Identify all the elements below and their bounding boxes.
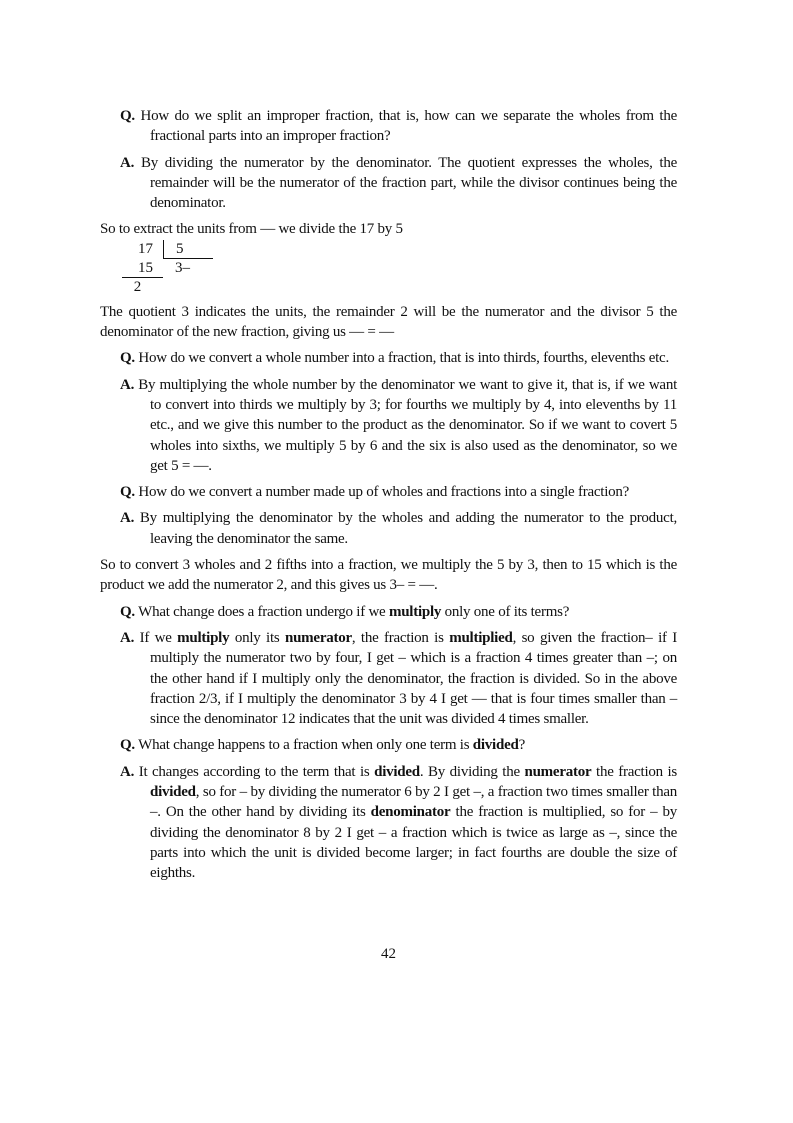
answer-label: A. [120,763,135,780]
text-run: What change does a fraction undergo if we [138,603,389,620]
text-run: How do we split an improper fraction, that is, how can we separate the wholes from the fractional parts into an improper fraction? [140,108,677,145]
text-run: How do we convert a whole number into a fraction, that is into thirds, fourths, elevenths etc. [138,350,669,367]
answer-block [100,762,677,884]
bold-term: multiplied [449,629,513,646]
text-run: ? [518,737,525,754]
answer-block [100,628,677,729]
long-division-work [122,240,677,296]
text-run: So to convert 3 wholes and 2 fifths into a fraction, we multiply the 5 by 3, then to 15 which is the product we add the numerator 2, and this gives us 3– = —. [100,557,677,594]
paragraph [100,555,677,596]
bold-term: divided [150,784,196,801]
question-block [100,735,677,755]
text-run: By dividing the numerator by the denominator. The quotient expresses the wholes, the remainder will be the numerator of the fraction part, while the divisor continues being the denominator. [140,154,678,212]
question-label: Q. [120,350,135,367]
text-run: only its [229,629,285,646]
text-run: , so for – by dividing the numerator 6 by 2 I get –, a fraction two times smaller than –. On the other hand by dividing its [150,784,677,821]
answer-label: A. [120,510,135,527]
bold-term: divided [472,737,519,754]
bold-term: numerator [524,763,592,780]
answer-label: A. [120,376,135,393]
bold-term: multiply [177,629,230,646]
question-block [100,482,677,502]
answer-block [100,375,677,476]
bold-term: numerator [285,629,352,646]
page-content [100,106,677,890]
paragraph [100,302,677,343]
division-divisor: 5 [163,240,213,259]
division-row-3 [122,278,677,296]
text-run: If we [139,629,178,646]
question-label: Q. [120,108,135,124]
text-run: the fraction is [591,763,678,780]
text-run: By multiplying the whole number by the denominator we want to give it, that is, if we want to convert into thirds we multiply by 3; for fourths we multiply by 4, into elevenths by 11 etc., and we give this number to the product as the denominator. So if we want to covert 5 wholes into sixths, we multiply 5 by 6 and the six is also used as the denominator, so we get 5 = —. [138,376,677,474]
division-quotient: 3– [175,259,190,276]
page-number: 42 [381,946,396,962]
text-run: . By dividing the [419,763,525,780]
text-run: , so given the fraction– if I multiply the numerator two by four, I get – which is a fraction 4 times greater than –; on the other hand if I multiply only the denominator, the fraction is divided. So in the above fraction 2/3, if I multiply the denominator 3 by 4 I get — that is four times smaller than – since the denominator 12 indicates that the unit was divided 4 times smaller. [150,629,677,728]
text-run: What change happens to a fraction when only one term is [138,737,473,754]
question-label: Q. [120,603,135,620]
text-run: How do we convert a number made up of wholes and fractions into a single fraction? [138,484,630,501]
bold-term: divided [374,763,420,780]
division-remainder: 2 [133,278,142,295]
division-dividend: 17 [138,240,153,257]
paragraph [100,219,677,239]
answer-label: A. [120,629,135,646]
question-block [100,106,677,147]
text-run: , the fraction is [351,629,450,646]
answer-block [100,508,677,549]
answer-block [100,153,677,214]
division-row-1 [122,240,677,259]
bold-term: multiply [388,603,442,620]
division-row-2 [122,259,677,278]
text-run: So to extract the units from — we divide the 17 by 5 [100,221,403,238]
text-run: the fraction is multiplied, so for – by dividing the denominator 8 by 2 I get – a fraction which is twice as large as –, since the parts into which the unit is divided become larger; in fact fourths are double the size of eighths. [150,804,677,882]
question-block [100,602,677,622]
text-run: It changes according to the term that is [138,763,375,780]
text-run: By multiplying the denominator by the wholes and adding the numerator to the product, leaving the denominator the same. [139,510,678,547]
question-label: Q. [120,484,135,501]
answer-label: A. [120,154,135,171]
question-block [100,348,677,368]
text-run: The quotient 3 indicates the units, the remainder 2 will be the numerator and the divisor 5 the denominator of the new fraction, giving us — = — [100,303,677,341]
text-run: only one of its terms? [441,603,570,620]
bold-term: denominator [370,804,451,821]
division-product: 15 [122,259,163,278]
question-label: Q. [120,737,135,754]
